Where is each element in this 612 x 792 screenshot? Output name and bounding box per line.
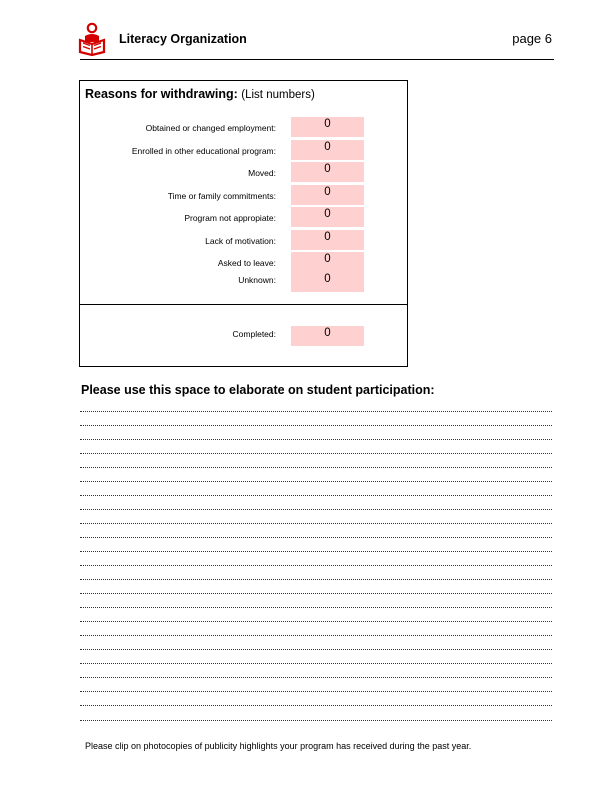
writing-line xyxy=(80,453,552,454)
reason-count-field[interactable]: 0 xyxy=(291,207,364,227)
reason-row-unknown xyxy=(80,272,407,292)
writing-line xyxy=(80,705,552,706)
writing-line xyxy=(80,537,552,538)
writing-line xyxy=(80,677,552,678)
writing-line xyxy=(80,621,552,622)
reason-count-field[interactable]: 0 xyxy=(291,230,364,250)
reason-row-time-family xyxy=(80,185,407,205)
completed-count-field[interactable]: 0 xyxy=(291,326,364,346)
reason-label: Unknown: xyxy=(238,275,276,285)
writing-line xyxy=(80,649,552,650)
header-rule xyxy=(80,59,554,60)
writing-line xyxy=(80,579,552,580)
writing-line xyxy=(80,593,552,594)
organization-name: Literacy Organization xyxy=(119,32,247,46)
writing-line xyxy=(80,607,552,608)
writing-line xyxy=(80,495,552,496)
withdrawal-reasons-box xyxy=(79,80,408,367)
reason-label: Lack of motivation: xyxy=(205,236,276,246)
reason-count-field[interactable]: 0 xyxy=(291,185,364,205)
reason-count-field[interactable]: 0 xyxy=(291,117,364,137)
box-divider xyxy=(80,304,407,305)
writing-line xyxy=(80,691,552,692)
reason-label: Obtained or changed employment: xyxy=(145,123,276,133)
reason-label: Moved: xyxy=(248,168,276,178)
reason-label: Time or family commitments: xyxy=(167,191,276,201)
writing-line xyxy=(80,523,552,524)
writing-line xyxy=(80,481,552,482)
reason-label: Program not appropiate: xyxy=(184,213,276,223)
writing-line xyxy=(80,439,552,440)
page-number: page 6 xyxy=(512,31,552,46)
writing-line xyxy=(80,551,552,552)
reason-count-field[interactable]: 0 xyxy=(291,252,364,272)
reason-label: Asked to leave: xyxy=(217,258,276,268)
reason-label: Enrolled in other educational program: xyxy=(131,146,276,156)
reason-row-motivation xyxy=(80,230,407,250)
reason-row-asked-to-leave xyxy=(80,252,407,272)
elaborate-title: Please use this space to elaborate on student participation: xyxy=(81,383,435,397)
writing-line xyxy=(80,411,552,412)
reader-logo-icon xyxy=(78,22,106,56)
completed-row xyxy=(80,326,407,346)
completed-label: Completed: xyxy=(232,329,276,339)
withdrawal-title: Reasons for withdrawing: (List numbers) xyxy=(85,87,315,101)
page-header xyxy=(0,0,612,62)
reason-row-employment xyxy=(80,117,407,137)
reason-count-field[interactable]: 0 xyxy=(291,272,364,292)
publicity-note: Please clip on photocopies of publicity highlights your program has received during the past year. xyxy=(85,741,472,751)
writing-line xyxy=(80,425,552,426)
reason-row-education xyxy=(80,140,407,160)
writing-line xyxy=(80,663,552,664)
writing-line xyxy=(80,467,552,468)
reason-row-moved xyxy=(80,162,407,182)
writing-line xyxy=(80,635,552,636)
writing-line xyxy=(80,565,552,566)
writing-line xyxy=(80,509,552,510)
writing-line xyxy=(80,720,552,721)
reason-count-field[interactable]: 0 xyxy=(291,162,364,182)
reason-row-not-appropriate xyxy=(80,207,407,227)
reason-count-field[interactable]: 0 xyxy=(291,140,364,160)
withdrawal-subtitle: (List numbers) xyxy=(241,89,315,101)
